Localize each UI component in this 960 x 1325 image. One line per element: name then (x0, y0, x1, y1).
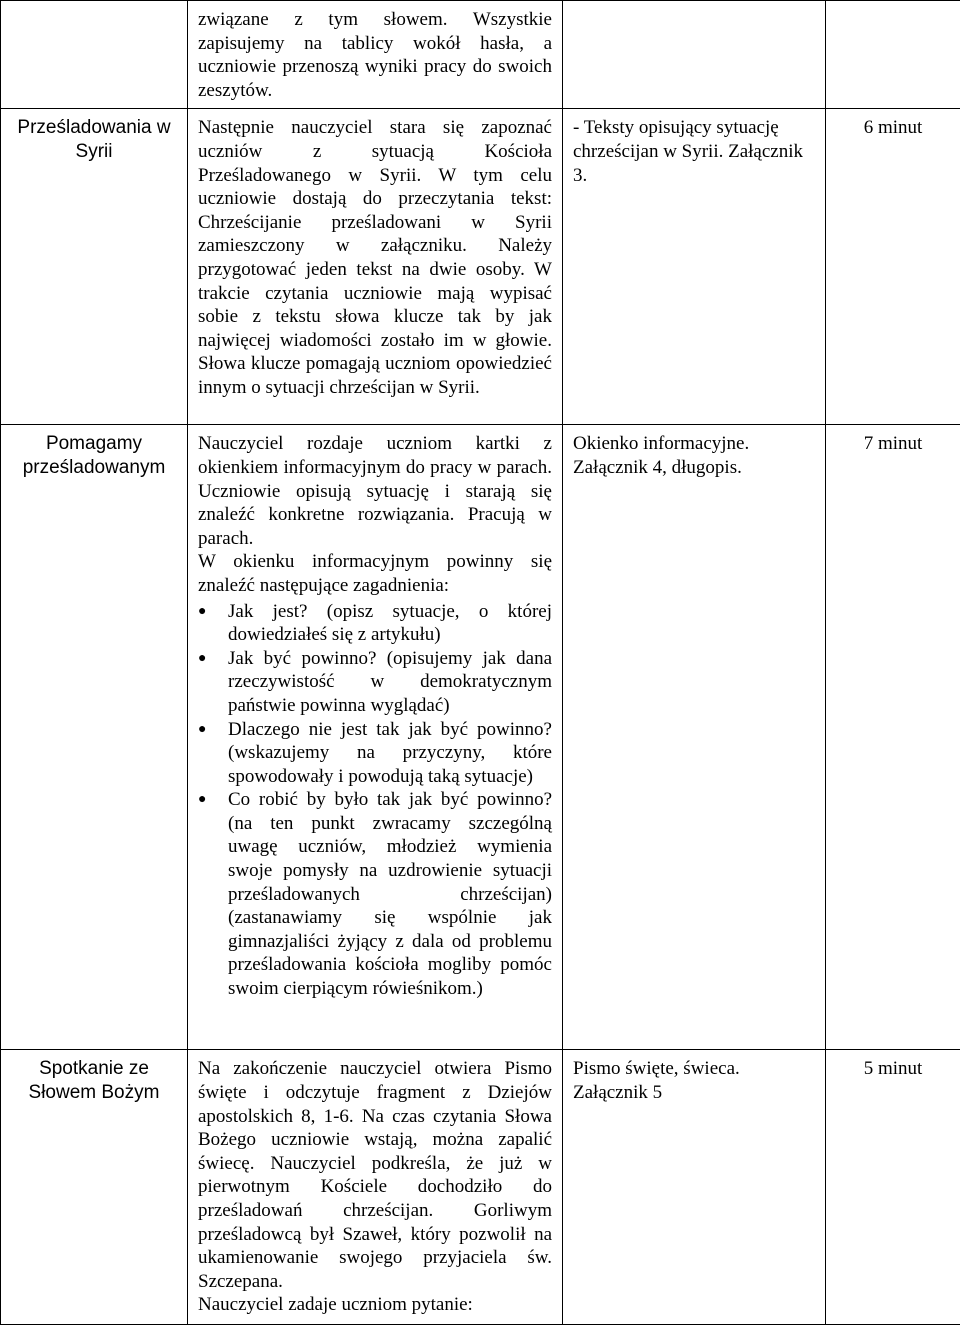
table-row (1, 1050, 960, 1325)
list-item-text: Jak jest? (opisz sytuacje, o której dowiedziałeś się z artykułu) (228, 601, 552, 646)
description-cell (188, 425, 563, 1050)
time-cell: 7 minut (826, 425, 960, 1050)
description-cell (188, 109, 563, 425)
materials-cell: - Teksty opisujący sytuację chrześcijan w Syrii. Załącznik 3. (563, 109, 826, 425)
list-item (198, 647, 552, 718)
materials-cell: Okienko informacyjne. Załącznik 4, długopis. (563, 425, 826, 1050)
list-item (198, 718, 552, 789)
bullet-icon: ● (198, 647, 228, 671)
list-item (198, 600, 552, 647)
table-row (1, 425, 960, 1050)
description-cell (188, 1050, 563, 1325)
description-paragraph: związane z tym słowem. Wszystkie zapisujemy na tablicy wokół hasła, a uczniowie przenoszą wyniki pracy do swoich zeszytów. (198, 8, 552, 102)
description-cell (188, 1, 563, 109)
description-paragraph: W okienku informacyjnym powinny się znaleźć następujące zagadnienia: (198, 550, 552, 597)
table-row (1, 109, 960, 425)
bullet-icon: ● (198, 788, 228, 812)
question-list (198, 600, 552, 1001)
list-item (198, 788, 552, 1000)
materials-cell: Pismo święte, świeca. Załącznik 5 (563, 1050, 826, 1325)
bullet-icon: ● (198, 600, 228, 624)
bullet-icon: ● (198, 718, 228, 742)
description-paragraph: Nauczyciel zadaje uczniom pytanie: (198, 1293, 552, 1317)
list-item-text: Jak być powinno? (opisujemy jak dana rzeczywistość w demokratycznym państwie powinna wyglądać) (228, 648, 552, 716)
list-item-text: Dlaczego nie jest tak jak być powinno? (wskazujemy na przyczyny, które spowodowały i powodują taką sytuacje) (228, 719, 552, 787)
topic-cell: Prześladowania w Syrii (1, 109, 188, 425)
topic-cell: Spotkanie ze Słowem Bożym (1, 1050, 188, 1325)
time-cell (826, 1, 960, 109)
topic-cell: Pomagamy prześladowanym (1, 425, 188, 1050)
table-row (1, 1, 960, 109)
time-cell: 6 minut (826, 109, 960, 425)
description-paragraph: Na zakończenie nauczyciel otwiera Pismo święte i odczytuje fragment z Dziejów apostolskich 8, 1-6. Na czas czytania Słowa Bożego uczniowie wstają, można zapalić świecę. Nauczyciel podkreśla, że już w pierwotnym Kościele dochodziło do prześladowań chrześcijan. Gorliwym prześladowcą był Szaweł, który pozwolił na ukamienowanie swojego przyjaciela św. Szczepana. (198, 1057, 552, 1293)
description-paragraph: Nauczyciel rozdaje uczniom kartki z okienkiem informacyjnym do pracy w parach. Uczniowie opisują sytuację i starają się znaleźć konkretne rozwiązania. Pracują w parach. (198, 432, 552, 550)
description-paragraph: Następnie nauczyciel stara się zapoznać uczniów z sytuacją Kościoła Prześladowanego w Syrii. W tym celu uczniowie dostają do przeczytania tekst: Chrześcijanie prześladowani w Syrii zamieszczony w załączniku. Należy przygotować jeden tekst na dwie osoby. W trakcie czytania uczniowie mają wypisać sobie z tekstu słowa klucze tak by jak najwięcej wiadomości zostało im w głowie. Słowa klucze pomagają uczniom opowiedzieć innym o sytuacji chrześcijan w Syrii. (198, 116, 552, 399)
materials-cell (563, 1, 826, 109)
time-cell: 5 minut (826, 1050, 960, 1325)
list-item-text: Co robić by było tak jak być powinno? (na ten punkt zwracamy szczególną uwagę uczniów, młodzież wymienia swoje pomysły na uzdrowienie sytuacji prześladowanych chrześcijan) (zastanawiamy się wspólnie jak gimnazjaliści żyjący z dala od problemu prześladowania kościoła mogliby pomóc swoim cierpiącym rówieśnikom.) (228, 789, 552, 999)
topic-cell (1, 1, 188, 109)
